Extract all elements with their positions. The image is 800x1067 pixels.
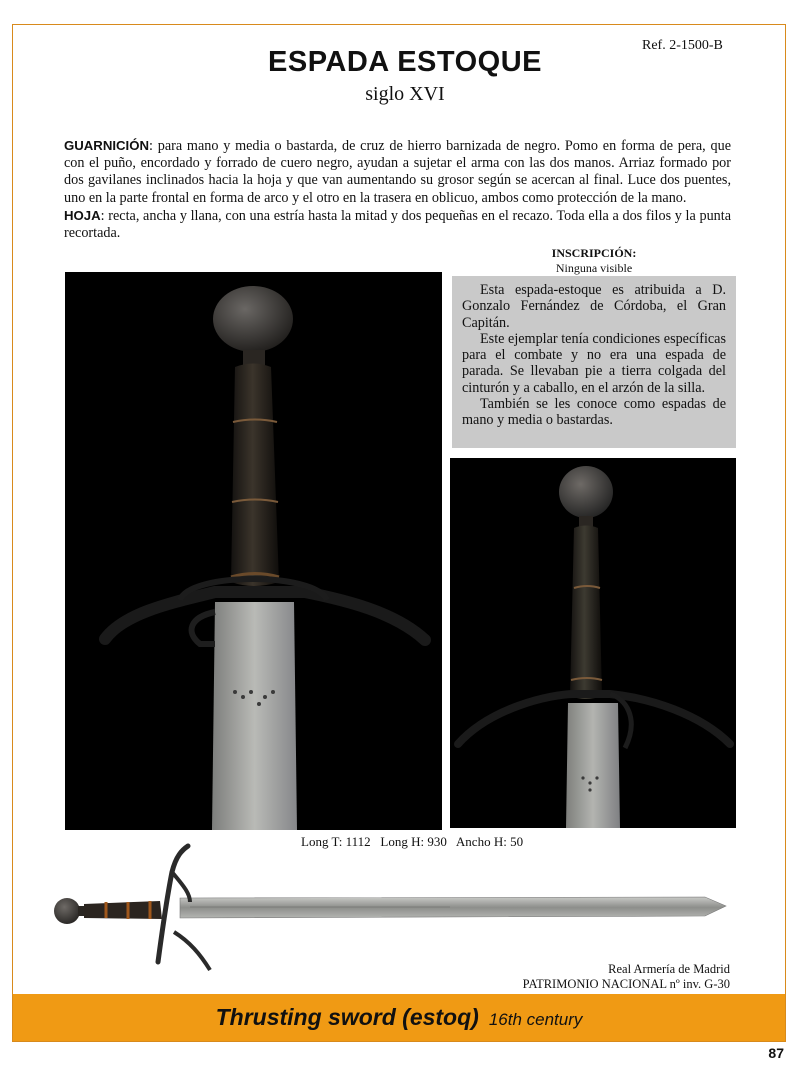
note-paragraph: Esta espada-estoque es atribuida a D. Gonzalo Fernández de Córdoba, el Gran Capitán.: [462, 282, 726, 331]
page-number: 87: [768, 1045, 784, 1061]
hoja-text: : recta, ancha y llana, con una estría hasta la mitad y dos pequeñas en el recazo. Toda ella a dos filos y la punta recortada.: [64, 207, 731, 242]
blade-length: Long H: 930: [380, 834, 447, 849]
guarnicion-label: GUARNICIÓN: [64, 138, 149, 153]
hoja-label: HOJA: [64, 207, 101, 223]
banner-subtitle: 16th century: [488, 1010, 583, 1029]
inscription-value: Ninguna visible: [555, 261, 633, 275]
total-length: Long T: 1112: [301, 834, 371, 849]
page-title: ESPADA ESTOQUE: [268, 46, 542, 78]
page-subtitle: siglo XVI: [365, 83, 445, 105]
note-paragraph: Este ejemplar tenía condiciones específicas para el combate y no era una espada de parada. Se llevaban pie a tierra colgada del cinturón y a caballo, en el arzón de la silla.: [462, 330, 726, 396]
reference-number: Ref. 2-1500-B: [642, 38, 723, 53]
hilt-photo-large: [65, 272, 442, 830]
collection-credit: [523, 962, 730, 992]
description-text: [64, 137, 731, 242]
banner-title: Thrusting sword (estoq): [215, 1004, 479, 1030]
hilt-illustration-large: [65, 272, 442, 830]
full-sword-image: [50, 842, 730, 972]
blade-width: Ancho H: 50: [455, 834, 524, 849]
full-sword-illustration: [50, 842, 730, 972]
note-paragraph: También se les conoce como espadas de mano y media o bastardas.: [462, 396, 726, 429]
attribution-note: [452, 276, 736, 448]
hilt-photo-small: [450, 458, 736, 828]
inscription-label: INSCRIPCIÓN:: [551, 246, 637, 260]
guarnicion-text: : para mano y media o bastarda, de cruz de hierro barnizada de negro. Pomo en forma de pera, que con el puño, encordado y forrado de cuero negro, ayudan a sujetar el arma con las dos manos. Arriaz formado por dos gavilanes inclinados hacia la hoja y que van aumentando su grosor según se acercan al final. Luce dos puentes, uno en la parte frontal en forma de arco y el otro en la trasera en oblicuo, ambos como protección de la mano.: [64, 138, 731, 206]
hilt-illustration-small: [450, 458, 736, 828]
english-title-banner: [13, 994, 785, 1041]
inscription-block: [548, 246, 640, 276]
credit-institution: Real Armería de Madrid: [608, 962, 730, 976]
credit-inventory: PATRIMONIO NACIONAL nº inv. G-30: [522, 977, 730, 991]
